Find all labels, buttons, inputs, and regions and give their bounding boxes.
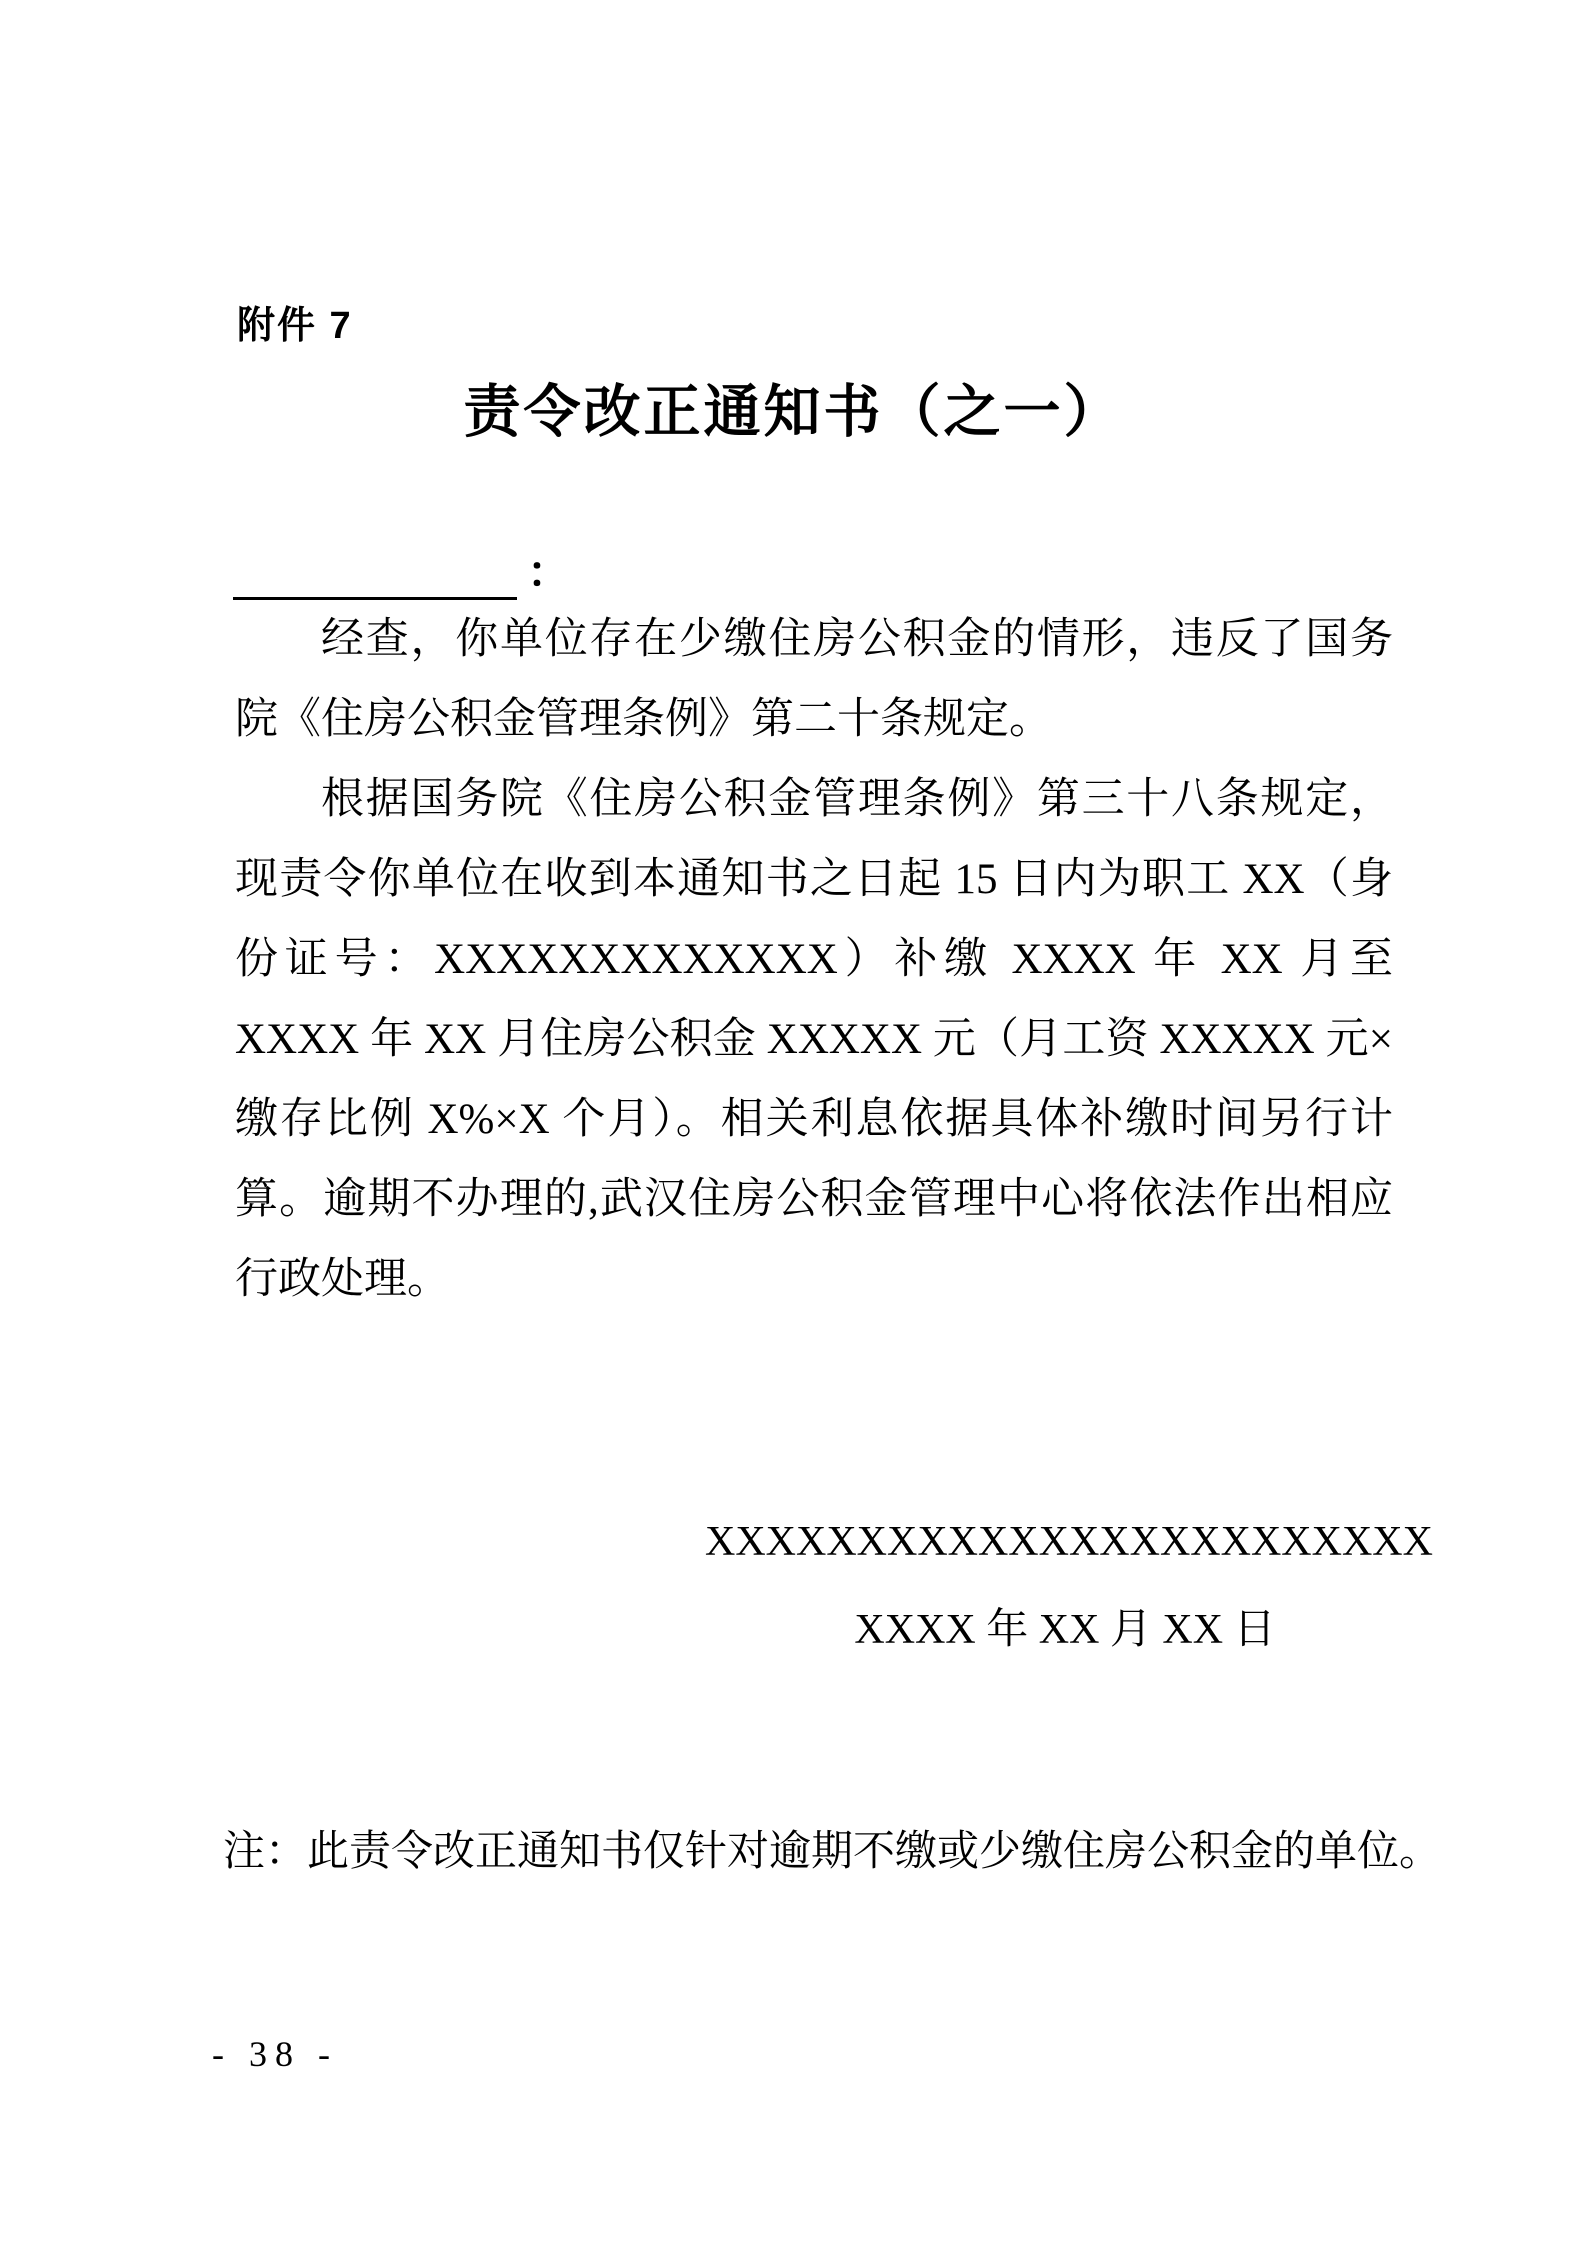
body-paragraph-1: 经查，你单位存在少缴住房公积金的情形，违反了国务院《住房公积金管理条例》第二十条规定。 xyxy=(235,616,1393,743)
signature-org-placeholder: XXXXXXXXXXXXXXXXXXXXXXXX xyxy=(705,1519,1433,1565)
attachment-label: 附件 7 xyxy=(237,305,353,347)
document-body xyxy=(235,600,1393,1320)
addressee-blank-underline xyxy=(233,555,517,600)
page-number: - 38 - xyxy=(212,2034,338,2074)
body-paragraph-2: 根据国务院《住房公积金管理条例》第三十八条规定，现责令你单位在收到本通知书之日起 15 日内为职工 XX（身份证号：XXXXXXXXXXXXX）补缴 XXXX 年 XX 月至 XXXX 年 XX 月住房公积金 XXXXX 元（月工资 XXXXX 元×缴存比例 X%×X 个月）。相关利息依据具体补缴时间另行计算。逾期不办理的,武汉住房公积金管理中心将依法作出相应行政处理。 xyxy=(235,776,1393,1303)
footnote: 注：此责令改正通知书仅针对逾期不缴或少缴住房公积金的单位。 xyxy=(223,1829,1442,1875)
document-title: 责令改正通知书（之一） xyxy=(463,381,1124,444)
signature-block xyxy=(705,1498,1433,1674)
signature-date-placeholder: XXXX 年 XX 月 XX 日 xyxy=(854,1607,1276,1653)
addressee-line xyxy=(233,548,570,600)
addressee-colon: ： xyxy=(527,550,570,597)
